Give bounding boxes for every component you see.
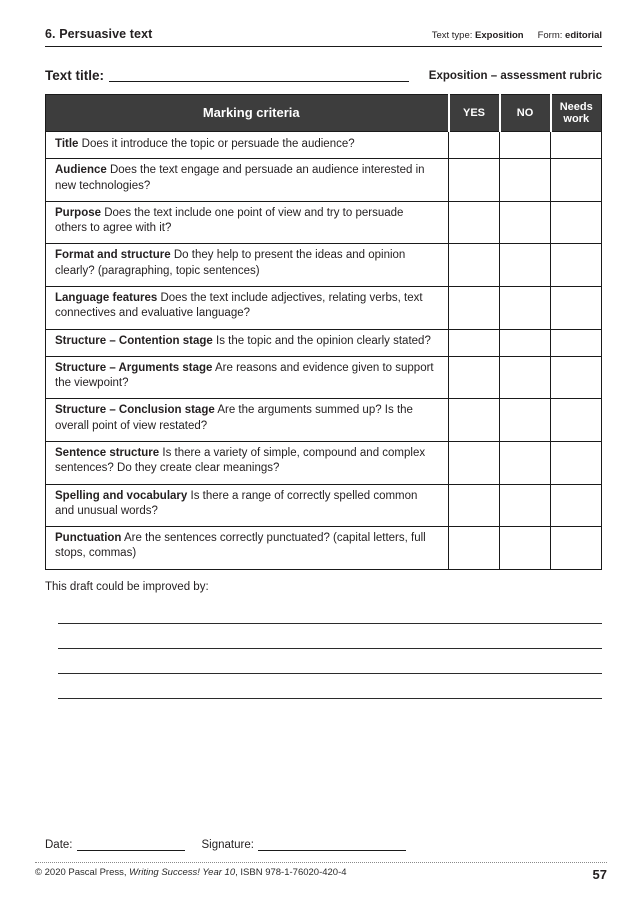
form-value: editorial (565, 30, 602, 41)
yes-cell[interactable] (449, 484, 500, 527)
criteria-label: Punctuation (55, 532, 122, 545)
date-label: Date: (45, 839, 73, 851)
table-row (46, 399, 602, 442)
yes-cell[interactable] (449, 286, 500, 329)
needs-work-cell[interactable] (551, 244, 602, 287)
signature-input-line[interactable] (258, 839, 406, 851)
criteria-text: Do they help to present the ideas and opinion clearly? (paragraphing, topic sentences) (55, 249, 406, 277)
table-row (46, 329, 602, 356)
no-cell[interactable] (500, 244, 551, 287)
yes-cell[interactable] (449, 201, 500, 244)
text-title-label: Text title: (45, 68, 105, 83)
improve-label: This draft could be improved by: (45, 580, 209, 593)
table-row (46, 356, 602, 399)
page-number: 57 (592, 867, 607, 882)
table-row (46, 441, 602, 484)
text-type-label: Text type: (431, 30, 473, 41)
no-cell[interactable] (500, 527, 551, 570)
no-cell[interactable] (500, 441, 551, 484)
needs-work-header: Needs work (551, 95, 602, 132)
writing-line[interactable] (58, 673, 602, 674)
needs-work-cell[interactable] (551, 159, 602, 202)
marking-criteria-table (45, 94, 602, 570)
yes-cell[interactable] (449, 527, 500, 570)
yes-cell[interactable] (449, 244, 500, 287)
criteria-text: Are the sentences correctly punctuated? (capital letters, full stops, commas) (55, 532, 426, 560)
table-row (46, 244, 602, 287)
criteria-text: Is there a range of correctly spelled common and unusual words? (55, 489, 418, 517)
page-footer (35, 862, 607, 882)
no-cell[interactable] (500, 159, 551, 202)
no-cell[interactable] (500, 329, 551, 356)
book-title: Writing Success! Year 10 (129, 867, 236, 878)
criteria-text: Does it introduce the topic or persuade the audience? (81, 138, 355, 150)
table-row (46, 159, 602, 202)
criteria-label: Structure – Conclusion stage (55, 404, 215, 417)
date-input-line[interactable] (77, 839, 185, 851)
needs-work-cell[interactable] (551, 329, 602, 356)
needs-work-cell[interactable] (551, 527, 602, 570)
rubric-title: Exposition – assessment rubric (428, 70, 602, 82)
needs-work-cell[interactable] (551, 201, 602, 244)
criteria-text: Is there a variety of simple, compound and complex sentences? Do they create clear meanings? (55, 446, 426, 475)
yes-cell[interactable] (449, 159, 500, 202)
table-row (46, 484, 602, 527)
yes-cell[interactable] (449, 356, 500, 399)
criteria-text: Is the topic and the opinion clearly stated? (216, 334, 431, 347)
text-title-row (45, 67, 602, 83)
table-row (46, 527, 602, 570)
criteria-text: Are reasons and evidence given to support the viewpoint? (55, 361, 434, 390)
no-cell[interactable] (500, 356, 551, 399)
table-row (46, 132, 602, 159)
text-type-meta (432, 30, 602, 41)
needs-work-cell[interactable] (551, 441, 602, 484)
signoff-row (45, 839, 406, 851)
no-cell[interactable] (500, 201, 551, 244)
criteria-text: Does the text include one point of view and try to persuade others to agree with it? (55, 206, 404, 235)
page-header (45, 27, 602, 47)
writing-line[interactable] (58, 648, 602, 649)
no-cell[interactable] (500, 132, 551, 159)
needs-work-cell[interactable] (551, 399, 602, 442)
criteria-label: Purpose (55, 206, 102, 219)
criteria-label: Audience (55, 164, 107, 177)
yes-cell[interactable] (449, 441, 500, 484)
yes-header: YES (449, 95, 500, 132)
no-cell[interactable] (500, 484, 551, 527)
copyright-text: © 2020 Pascal Press, Writing Success! Year 10, ISBN 978-1-76020-420-4 (35, 867, 347, 878)
criteria-header: Marking criteria (46, 95, 449, 132)
criteria-label: Structure – Arguments stage (55, 361, 213, 374)
table-row (46, 201, 602, 244)
yes-cell[interactable] (449, 399, 500, 442)
yes-cell[interactable] (449, 329, 500, 356)
writing-line[interactable] (58, 698, 602, 699)
text-title-input-line[interactable] (109, 67, 409, 82)
text-type-value: Exposition (475, 30, 524, 41)
section-title: 6. Persuasive text (45, 27, 153, 41)
needs-work-cell[interactable] (551, 132, 602, 159)
form-label: Form: (537, 30, 563, 41)
yes-cell[interactable] (449, 132, 500, 159)
table-header-row (46, 95, 602, 132)
criteria-text: Does the text include adjectives, relating verbs, text connectives and evaluative language? (55, 291, 423, 320)
criteria-label: Spelling and vocabulary (55, 489, 188, 502)
needs-work-cell[interactable] (551, 356, 602, 399)
criteria-label: Structure – Contention stage (55, 334, 213, 347)
no-cell[interactable] (500, 286, 551, 329)
no-header: NO (500, 95, 551, 132)
no-cell[interactable] (500, 399, 551, 442)
criteria-text: Are the arguments summed up? Is the overall point of view restated? (55, 404, 413, 432)
criteria-text: Does the text engage and persuade an audience interested in new technologies? (55, 164, 425, 192)
signature-label: Signature: (201, 839, 254, 851)
page (45, 0, 602, 699)
needs-work-cell[interactable] (551, 484, 602, 527)
criteria-label: Title (55, 138, 79, 150)
table-row (46, 286, 602, 329)
needs-work-cell[interactable] (551, 286, 602, 329)
criteria-label: Sentence structure (55, 446, 160, 459)
criteria-label: Language features (55, 291, 158, 304)
writing-line[interactable] (58, 623, 602, 624)
criteria-label: Format and structure (55, 249, 171, 262)
